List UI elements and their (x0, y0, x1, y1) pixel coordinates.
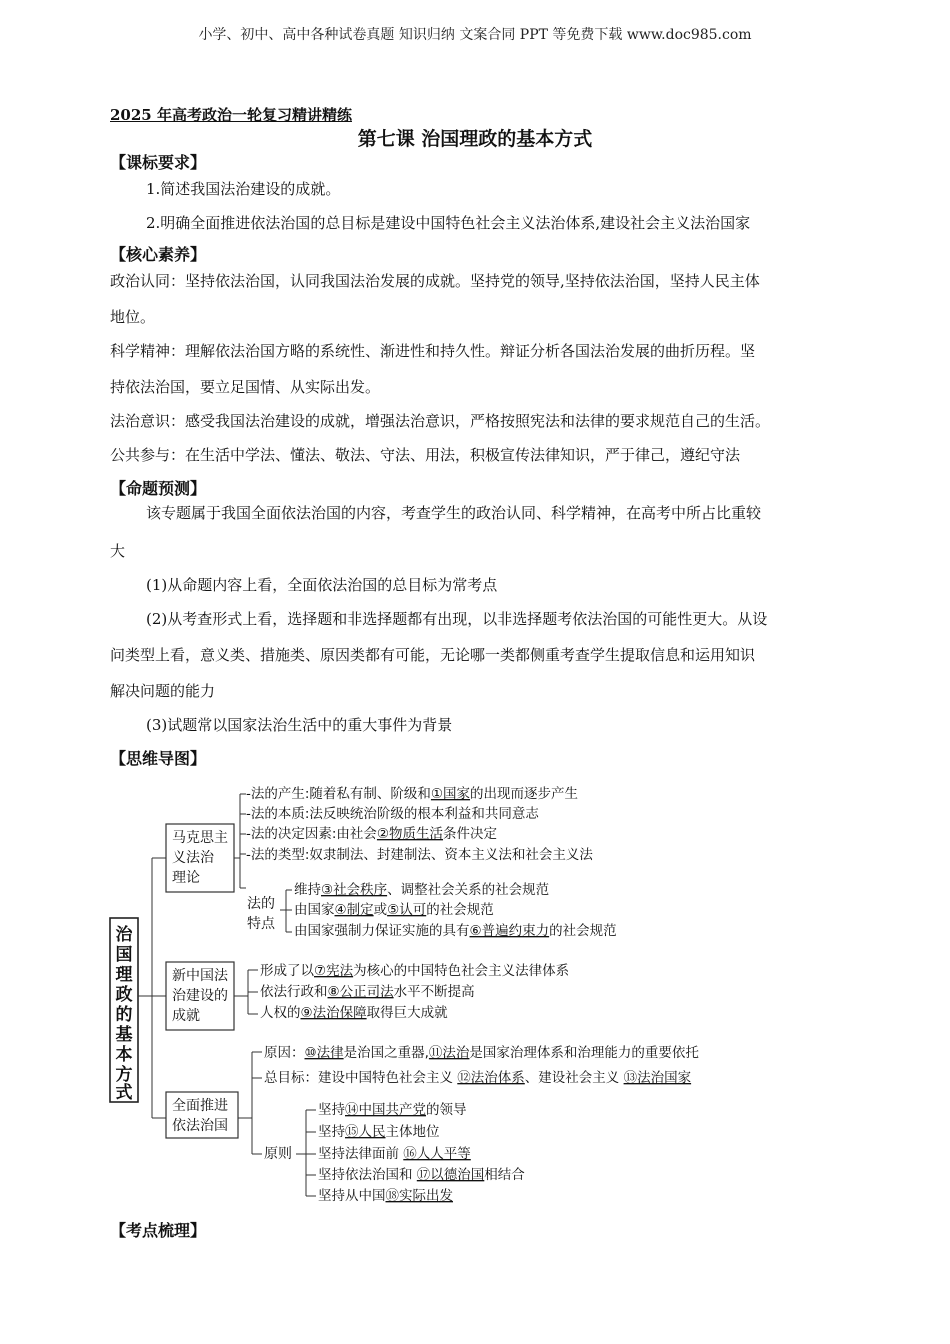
mingti-line: (3)试题常以国家法治生活中的重大事件为背景 (146, 716, 453, 734)
svg-text:治: 治 (115, 925, 133, 945)
svg-text:政: 政 (115, 985, 133, 1005)
svg-text:-法的决定因素:由社会②物质生活条件决定: -法的决定因素:由社会②物质生活条件决定 (246, 826, 498, 842)
mingti-line: (1)从命题内容上看，全面依法治国的总目标为常考点 (146, 576, 498, 594)
svg-text:人权的⑨法治保障取得巨大成就: 人权的⑨法治保障取得巨大成就 (260, 1005, 448, 1021)
svg-text:本: 本 (115, 1045, 133, 1065)
svg-text:式: 式 (115, 1083, 133, 1103)
hexin-line: 法治意识：感受我国法治建设的成就，增强法治意识，严格按照宪法和法律的要求规范自己的生活。 (110, 412, 771, 430)
svg-text:-法的本质:法反映统治阶级的根本利益和共同意志: -法的本质:法反映统治阶级的根本利益和共同意志 (246, 806, 539, 822)
svg-text:基: 基 (115, 1025, 133, 1045)
svg-text:坚持⑮人民主体地位: 坚持⑮人民主体地位 (318, 1124, 440, 1140)
svg-text:-法的类型:奴隶制法、封建制法、资本主义法和社会主义法: -法的类型:奴隶制法、封建制法、资本主义法和社会主义法 (246, 847, 593, 863)
svg-text:由国家强制力保证实施的具有⑥普遍约束力的社会规范: 由国家强制力保证实施的具有⑥普遍约束力的社会规范 (294, 923, 617, 939)
branch3-items (264, 1044, 699, 1086)
svg-text:理论: 理论 (172, 870, 200, 886)
branch2-items (260, 962, 570, 1021)
section-siwei: 【思维导图】 (110, 749, 207, 768)
svg-text:依法行政和⑧公正司法水平不断提高: 依法行政和⑧公正司法水平不断提高 (260, 984, 475, 1000)
branch3-principles (318, 1101, 525, 1204)
kebiao-item: 2.明确全面推进依法治国的总目标是建设中国特色社会主义法治体系,建设社会主义法治国家 (146, 214, 751, 232)
hexin-line: 持依法治国，要立足国情、从实际出发。 (110, 378, 381, 396)
svg-text:坚持法律面前 ⑯人人平等: 坚持法律面前 ⑯人人平等 (318, 1146, 471, 1162)
svg-text:坚持⑭中国共产党的领导: 坚持⑭中国共产党的领导 (318, 1102, 467, 1118)
hexin-line: 科学精神：理解依法治国方略的系统性、渐进性和持久性。辩证分析各国法治发展的曲折历程。坚 (110, 342, 756, 360)
branch1-items (246, 785, 593, 863)
svg-text:国: 国 (115, 945, 133, 965)
hexin-line: 政治认同：坚持依法治国，认同我国法治发展的成就。坚持党的领导,坚持依法治国，坚持人民主体 (110, 272, 760, 290)
principle-label: 原则 (264, 1146, 292, 1162)
branch1-features (294, 881, 617, 939)
mingti-line: 问类型上看，意义类、措施类、原因类都有可能，无论哪一类都侧重考查学生提取信息和运用知识 (110, 646, 756, 664)
svg-text:理: 理 (115, 965, 133, 985)
svg-text:坚持依法治国和 ⑰以德治国相结合: 坚持依法治国和 ⑰以德治国相结合 (318, 1167, 525, 1183)
svg-text:义法治: 义法治 (172, 850, 214, 866)
svg-text:依法治国: 依法治国 (172, 1118, 228, 1134)
svg-text:-法的产生:随着私有制、阶级和①国家的出现而逐步产生: -法的产生:随着私有制、阶级和①国家的出现而逐步产生 (246, 786, 579, 802)
mingti-line: (2)从考查形式上看，选择题和非选择题都有出现，以非选择题考依法治国的可能性更大。从设 (146, 610, 768, 628)
svg-text:成就: 成就 (172, 1008, 200, 1024)
svg-text:的: 的 (115, 1005, 133, 1025)
feature-label: 法的 (247, 896, 275, 912)
lesson-title: 第七课 治国理政的基本方式 (357, 128, 593, 150)
mingti-line: 大 (110, 542, 126, 560)
mingti-line: 解决问题的能力 (110, 682, 216, 700)
series-title: 2025 年高考政治一轮复习精讲精练 (110, 106, 352, 124)
hexin-line: 公共参与：在生活中学法、懂法、敬法、守法、用法，积极宣传法律知识，严于律己，遵纪守法 (110, 446, 741, 464)
feature-label: 特点 (247, 916, 275, 932)
page-header: 小学、初中、高中各种试卷真题 知识归纳 文案合同 PPT 等免费下载 www.doc985.com (198, 27, 752, 43)
svg-text:原因：⑩法律是治国之重器,⑪法治是国家治理体系和治理能力的重: 原因：⑩法律是治国之重器,⑪法治是国家治理体系和治理能力的重要依托 (264, 1045, 699, 1061)
svg-text:总目标：建设中国特色社会主义 ⑫法治体系、建设社会主义 ⑬法: 总目标：建设中国特色社会主义 ⑫法治体系、建设社会主义 ⑬法治国家 (264, 1070, 692, 1086)
section-hexin: 【核心素养】 (110, 245, 207, 264)
svg-text:马克思主: 马克思主 (172, 830, 228, 846)
svg-text:形成了以⑦宪法为核心的中国特色社会主义法律体系: 形成了以⑦宪法为核心的中国特色社会主义法律体系 (260, 963, 570, 979)
mingti-line: 该专题属于我国全面依法治国的内容，考查学生的政治认同、科学精神，在高考中所占比重较 (146, 504, 762, 522)
svg-text:新中国法: 新中国法 (172, 968, 228, 984)
mindmap-root-label (116, 924, 134, 1103)
svg-text:坚持从中国⑱实际出发: 坚持从中国⑱实际出发 (318, 1188, 453, 1204)
svg-text:由国家④制定或⑤认可的社会规范: 由国家④制定或⑤认可的社会规范 (294, 902, 494, 918)
svg-text:维持③社会秩序、调整社会关系的社会规范: 维持③社会秩序、调整社会关系的社会规范 (294, 882, 550, 898)
section-mingti: 【命题预测】 (110, 479, 207, 498)
svg-text:全面推进: 全面推进 (172, 1098, 228, 1114)
svg-text:方: 方 (115, 1065, 133, 1085)
section-kaodian: 【考点梳理】 (110, 1221, 207, 1240)
svg-text:治建设的: 治建设的 (172, 988, 228, 1004)
kebiao-item: 1.简述我国法治建设的成就。 (146, 180, 341, 198)
section-kebiao: 【课标要求】 (110, 153, 207, 172)
hexin-line: 地位。 (110, 308, 156, 326)
